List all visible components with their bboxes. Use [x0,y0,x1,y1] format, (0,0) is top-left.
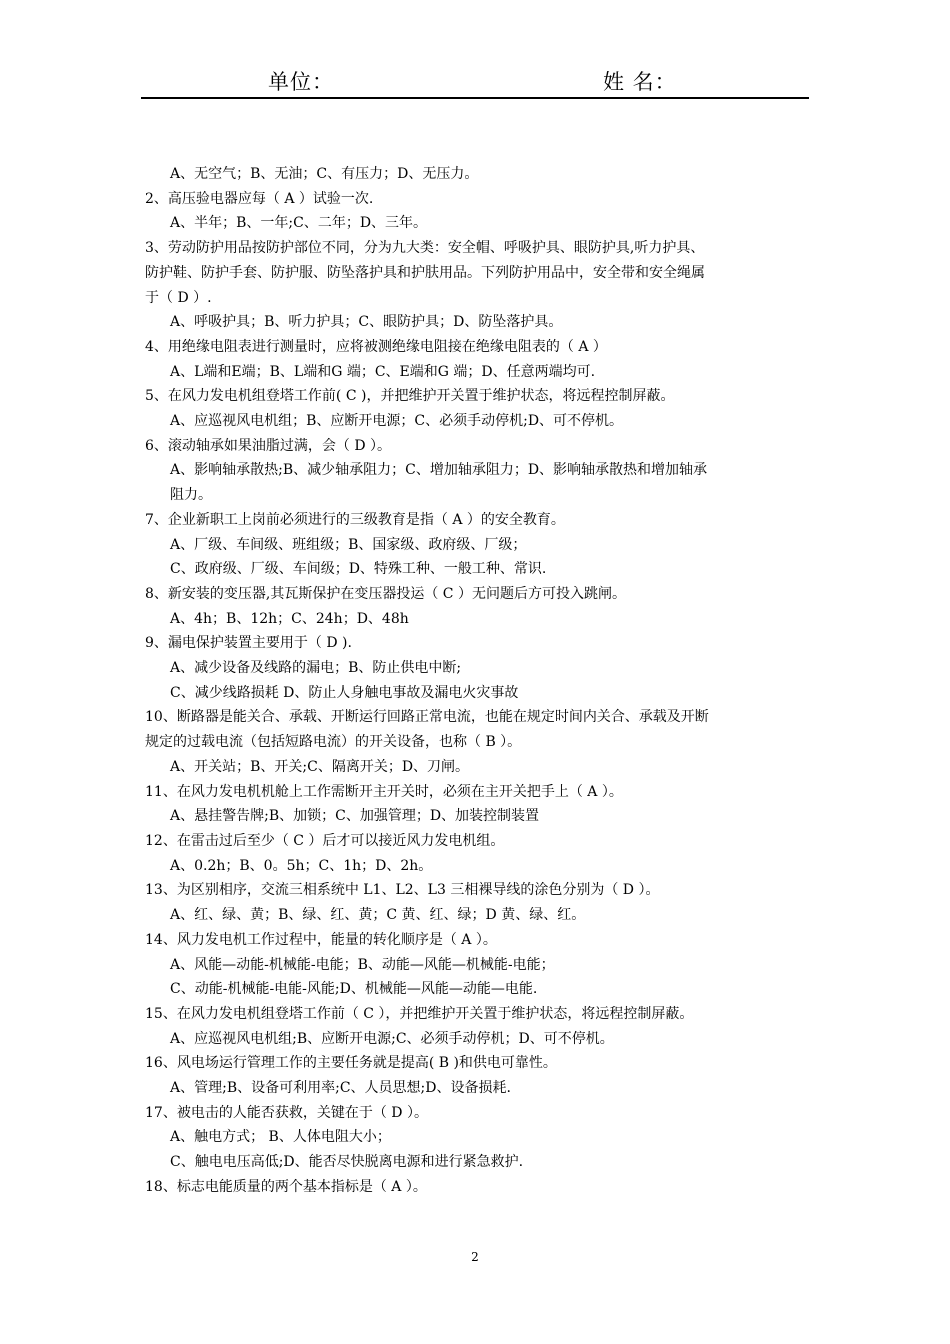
answer-options-line: C、动能-机械能-电能-风能;D、机械能—风能—动能—电能. [170,981,538,998]
answer-options-line: A、管理;B、设备可利用率;C、人员思想;D、设备损耗. [170,1080,511,1097]
question-line: 4、用绝缘电阻表进行测量时，应将被测绝缘电阻接在绝缘电阻表的（ A ） [145,338,607,355]
answer-options-line: A、影响轴承散热;B、减少轴承阻力；C、增加轴承阻力；D、影响轴承散热和增加轴承 [170,462,708,479]
answer-options-line: C、政府级、厂级、车间级；D、特殊工种、一般工种、常识. [170,561,547,578]
question-line: 13、为区别相序，交流三相系统中 L1、L2、L3 三相裸导线的涂色分别为（ D ）。 [145,882,660,899]
question-line: 7、企业新职工上岗前必须进行的三级教育是指（ A ）的安全教育。 [145,511,565,528]
question-line: 11、在风力发电机机舱上工作需断开主开关时，必须在主开关把手上（ A ）。 [145,783,623,800]
answer-options-line: A、应巡视风电机组；B、应断开电源；C、必须手动停机;D、可不停机。 [170,413,624,430]
question-line: 6、滚动轴承如果油脂过满，会（ D ）。 [145,437,392,454]
question-list [145,162,815,1200]
answer-options-line: C、触电电压高低;D、能否尽快脱离电源和进行紧急救护. [170,1154,524,1171]
answer-options-line: A、风能—动能-机械能-电能；B、动能—风能—机械能-电能； [170,956,555,973]
answer-options-line: A、应巡视风电机组;B、应断开电源;C、必须手动停机；D、可不停机。 [170,1030,614,1047]
question-line: 3、劳动防护用品按防护部位不同，分为九大类：安全帽、呼吸护具、眼防护具,听力护具、 [145,240,705,257]
question-line: 12、在雷击过后至少（ C ）后才可以接近风力发电机组。 [145,832,505,849]
answer-options-line: 阻力。 [170,487,212,504]
question-line: 18、标志电能质量的两个基本指标是（ A ）。 [145,1178,427,1195]
answer-options-line: A、触电方式； B、人体电阻大小； [170,1129,391,1146]
question-line: 17、被电击的人能否获救，关键在于（ D ）。 [145,1104,428,1121]
question-line: 15、在风力发电机组登塔工作前（ C ），并把维护开关置于维护状态，将远程控制屏蔽。 [145,1005,694,1022]
answer-options-line: A、无空气；B、无油；C、有压力；D、无压力。 [170,166,479,182]
question-line: 16、风电场运行管理工作的主要任务就是提高( B )和供电可靠性。 [145,1055,557,1072]
question-line: 5、在风力发电机组登塔工作前( C )，并把维护开关置于维护状态，将远程控制屏蔽。 [145,388,675,405]
header-rule [141,97,809,99]
answer-options-line: A、L端和E端；B、L端和G 端；C、E端和G 端；D、任意两端均可. [170,363,596,380]
question-line: 8、新安装的变压器,其瓦斯保护在变压器投运（ C ）无问题后方可投入跳闸。 [145,585,626,602]
answer-options-line: C、减少线路损耗 D、防止人身触电事故及漏电火灾事故 [170,684,519,701]
name-label: 姓 名： [603,70,677,94]
question-line: 10、断路器是能关合、承载、开断运行回路正常电流，也能在规定时间内关合、承载及开断 [145,709,709,726]
question-line: 2、高压验电器应每（ A ）试验一次. [145,190,374,207]
answer-options-line: A、红、绿、黄；B、绿、红、黄；C 黄、红、绿；D 黄、绿、红。 [170,907,586,924]
question-line: 9、漏电保护装置主要用于（ D ). [145,635,352,652]
answer-options-line: A、半年；B、一年;C、二年；D、三年。 [170,215,428,232]
question-line: 14、风力发电机工作过程中，能量的转化顺序是（ A ）。 [145,931,497,948]
answer-options-line: A、减少设备及线路的漏电；B、防止供电中断; [170,660,462,677]
answer-options-line: A、呼吸护具；B、听力护具；C、眼防护具；D、防坠落护具。 [170,314,563,331]
answer-options-line: A、悬挂警告牌;B、加锁；C、加强管理；D、加装控制装置 [170,808,540,825]
page-header [141,60,809,98]
answer-options-line: A、4h；B、12h；C、24h；D、48h [170,610,409,627]
question-line: 于（ D ）. [145,289,212,306]
answer-options-line: A、厂级、车间级、班组级；B、国家级、政府级、厂级； [170,536,527,553]
answer-options-line: A、开关站；B、开关;C、隔离开关；D、刀闸。 [170,758,470,775]
question-line: 防护鞋、防护手套、防护服、防坠落护具和护肤用品。下列防护用品中，安全带和安全绳属 [145,264,705,281]
question-line: 规定的过载电流（包括短路电流）的开关设备，也称（ B ）。 [145,734,522,751]
answer-options-line: A、0.2h；B、0。5h；C、1h；D、2h。 [170,857,433,874]
page-number: 2 [471,1250,479,1264]
unit-label: 单位： [268,70,334,94]
